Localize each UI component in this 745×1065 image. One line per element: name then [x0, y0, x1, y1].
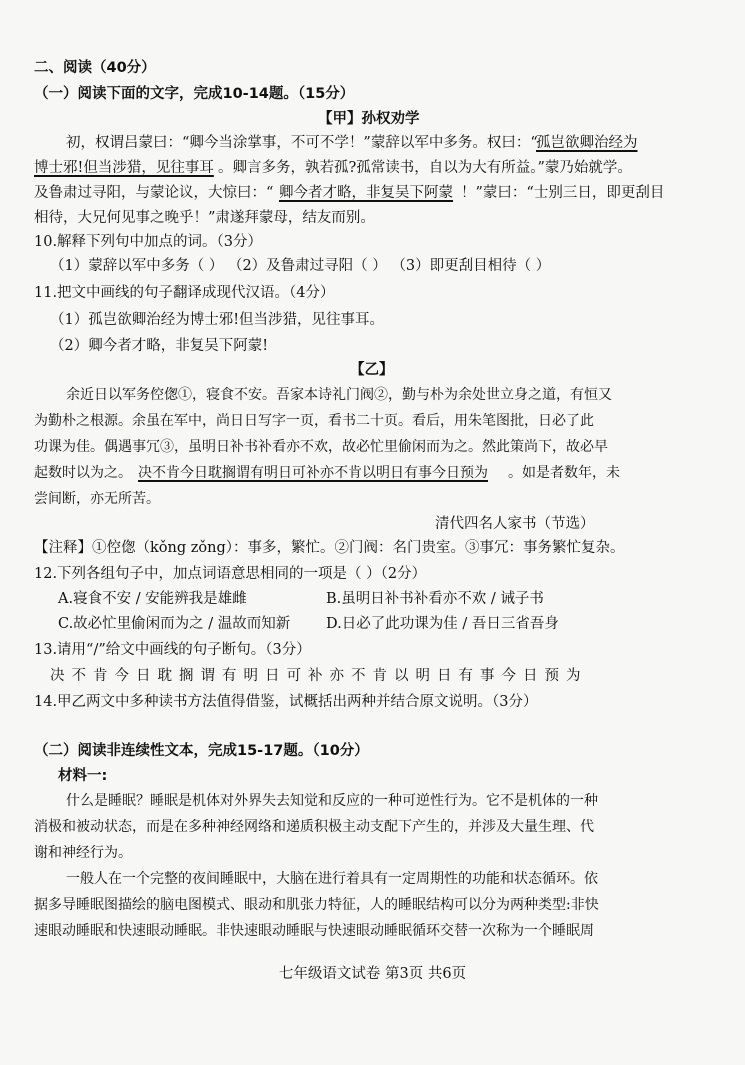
- text-line: 孤岂欲卿治经为: [536, 135, 638, 151]
- text-line: （2）卿今者才略，非复吴下阿蒙!: [50, 338, 269, 354]
- text-line: ！”蒙曰：“士别三日，即更刮目: [461, 185, 665, 201]
- text-line: 材料一:: [58, 768, 108, 784]
- text-line: 决不肯今日耽搁谓有明日可补亦不肯以明日有事今日预为: [50, 668, 588, 684]
- text-line: 一般人在一个完整的夜间睡眠中，大脑在进行着具有一定周期性的功能和状态循环。依: [66, 871, 598, 887]
- text-line: 博士邪!但当涉猎，见往事耳: [34, 160, 214, 176]
- text-line: 谢和神经行为。: [34, 845, 132, 861]
- text-line: 为勤朴之根源。余虽在军中，尚日日写字一页，看书二十页。看后，用朱笔图批，日必了此: [34, 413, 594, 429]
- text-line: 13.请用“/”给文中画线的句子断句。（3分）: [34, 642, 311, 658]
- text-line: 什么是睡眠？睡眠是机体对外界失去知觉和反应的一种可逆性行为。它不是机体的一种: [66, 793, 598, 809]
- text-line: （二）阅读非连续性文本，完成15-17题。（10分）: [34, 743, 369, 759]
- text-line: 速眼动睡眠和快速眼动睡眠。非快速眼动睡眠与快速眼动睡眠循环交替一次称为一个睡眠周: [34, 923, 594, 939]
- text-line: 据多导睡眠图描绘的脑电图模式、眼动和肌张力特征，人的睡眠结构可以分为两种类型:非快: [34, 897, 599, 913]
- text-line: 。卿言多务，孰若孤?孤常读书，自以为大有所益。”蒙乃始就学。: [218, 160, 632, 176]
- text-line: 14.甲乙两文中多种读书方法值得借鉴，试概括出两种并结合原文说明。（3分）: [34, 694, 538, 710]
- text-line: 功课为佳。偶遇事冗③，虽明日补书补看亦不欢，故必忙里偷闲而为之。然此策尚下，故必早: [34, 439, 608, 455]
- text-line: （一）阅读下面的文字，完成10-14题。（15分）: [34, 86, 355, 102]
- text-line: 余近日以军务倥偬①，寝食不安。吾家本诗礼门阀②，勤与朴为余处世立身之道，有恒又: [66, 387, 612, 403]
- text-line: 尝间断，亦无所苦。: [34, 491, 160, 507]
- text-line: 起数时以为之。: [34, 465, 132, 481]
- text-line: 【注释】①倥偬（kǒng zǒng）：事多，繁忙。②门阀：名门贵室。③事冗：事务繁忙复杂。: [34, 540, 625, 556]
- text-line: 初，权谓吕蒙曰：“卿今当涂掌事，不可不学！”蒙辞以军中多务。权曰：“: [66, 135, 538, 151]
- text-line: B.虽明日补书补看亦不欢 / 诫子书: [326, 591, 544, 607]
- text-line: 消极和被动状态，而是在多种神经网络和递质积极主动支配下产生的，并涉及大量生理、代: [34, 819, 594, 835]
- text-line: 七年级语文试卷 第3页 共6页: [278, 966, 467, 982]
- text-line: A.寝食不安 / 安能辨我是雄雌: [58, 591, 247, 607]
- text-line: C.故必忙里偷闲而为之 / 温故而知新: [58, 616, 291, 632]
- text-line: D.日必了此功课为佳 / 吾日三省吾身: [326, 616, 559, 632]
- text-line: 卿今者才略，非复吴下阿蒙: [279, 185, 453, 201]
- text-line: 清代四名人家书（节选）: [435, 516, 595, 532]
- text-line: 相待，大兄何见事之晚乎！”肃遂拜蒙母，结友而别。: [34, 210, 375, 226]
- text-line: 决不肯今日耽搁谓有明日可补亦不肯以明日有事今日预为: [138, 465, 488, 481]
- text-line: 【甲】孙权劝学: [318, 111, 420, 127]
- text-line: （1）蒙辞以军中多务（ ） （2）及鲁肃过寻阳（ ） （3）即更刮目相待（ ）: [50, 258, 551, 274]
- text-line: 12.下列各组句子中，加点词语意思相同的一项是（ ）（2分）: [34, 566, 427, 582]
- text-line: 10.解释下列句中加点的词。（3分）: [34, 234, 263, 250]
- text-line: 【乙】: [350, 362, 394, 378]
- text-line: 及鲁肃过寻阳，与蒙论议，大惊曰：“: [34, 185, 274, 201]
- text-line: 。如是者数年，未: [508, 465, 620, 481]
- text-line: 11.把文中画线的句子翻译成现代汉语。（4分）: [34, 285, 335, 301]
- text-line: 二、阅读（40分）: [34, 60, 156, 76]
- text-line: （1）孤岂欲卿治经为博士邪!但当涉猎，见往事耳。: [50, 312, 385, 328]
